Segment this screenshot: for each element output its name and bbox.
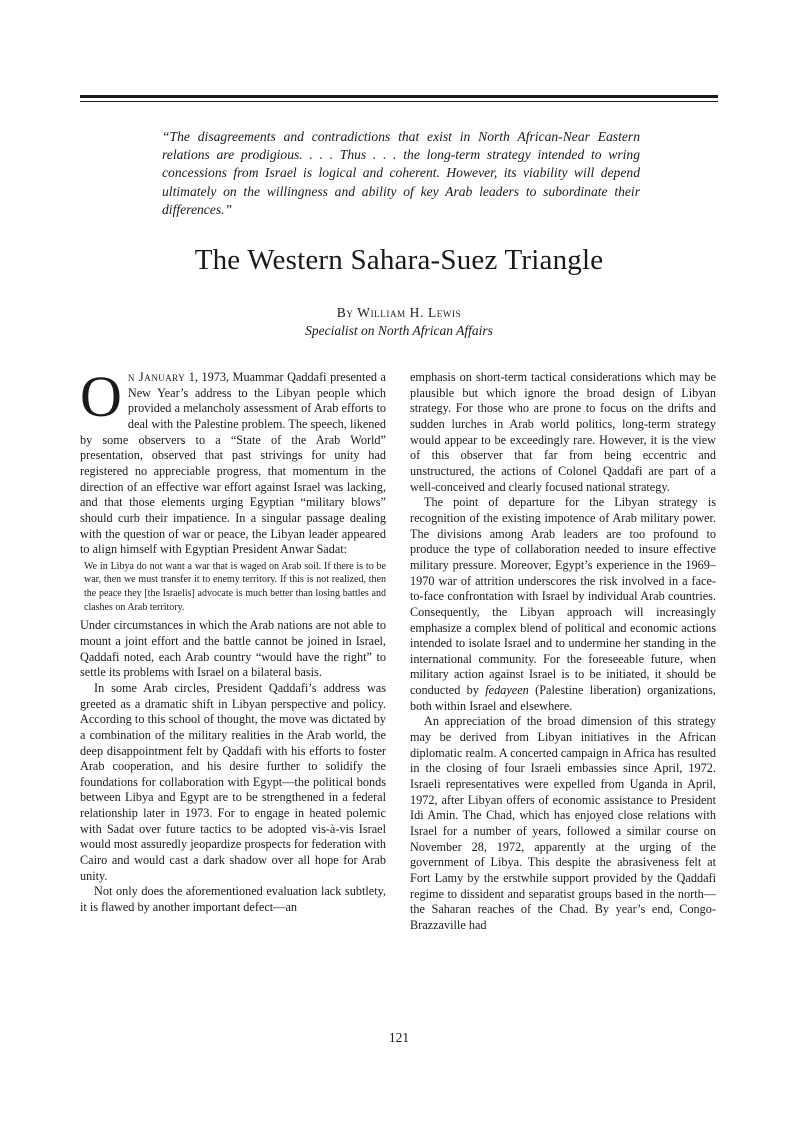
drop-cap: O (80, 364, 122, 429)
epigraph-quote: “The disagreements and contradictions that exist in North African-Near Eastern relations are prodigious. . . . Thus . . . the long-term strategy intended to wring concessions from Israel is logical and coherent. However, its viability will depend ultimately on the willingness and ability of key Arab leaders to subordinate their differences.” (162, 129, 640, 217)
byline (80, 304, 718, 340)
paragraph (410, 495, 716, 714)
italic-term: fedayeen (485, 683, 529, 698)
author-affiliation: Specialist on North African Affairs (305, 323, 493, 338)
header-rule-top (80, 95, 718, 98)
lead-smallcaps: n January (127, 370, 186, 384)
paragraph-text: (Palestine liberation) organizations, both within Israel and elsewhere. (410, 683, 716, 713)
block-quote: We in Libya do not want a war that is waged on Arab soil. If there is to be war, then we must transfer it to enemy territory. If this is not realized, then the peace they [the Israelis] advocate is much better than losing battles and clashes on Arab territory. (84, 560, 386, 613)
paragraph: emphasis on short-term tactical considerations which may be plausible but which ignore the broad design of Libyan strategy. For those who are prone to focus on the drifts and sudden lurches in Arab world politics, long-term strategy would appear to be exceedingly rare. However, it is the view of this observer that far from being eccentric and unstructured, the actions of Colonel Qaddafi are part of a well-conceived and clearly focused national strategy. (410, 370, 716, 494)
paragraph: An appreciation of the broad dimension of this strategy may be derived from Libyan initiatives in the African diplomatic realm. A concerted campaign in Africa has resulted in the closing of four Israeli embassies since April, 1972. Israeli representatives were expelled from Uganda in April, 1972, after Libyan offers of economic assistance to President Idi Amin. The Chad, which has enjoyed close relations with Israel for a number of years, followed a similar course on November 28, 1972, apparently at the urging of the government of Libya. This despite the abrasiveness felt at Fort Lamy by the erstwhile support provided by the Qaddafi regime to dissident and separatist groups based in the north—the Saharan reaches of the Chad. By year’s end, Congo-Brazzaville had (410, 714, 716, 932)
left-column (80, 364, 386, 916)
right-column (410, 370, 716, 934)
opening-paragraph-text: 1, 1973, Muammar Qaddafi presented a New Year’s address to the Libyan people which provided a melancholy assessment of Arab efforts to deal with the Palestine problem. The speech, likened by some observers to a “State of the Arab World” presentation, observed that past strivings for unity had registered no appreciable progress, that momentum in the direction of an effective war effort against Israel was lacking, and that those elements urging Egyptian “military blows” should curb their impatience. In a singular passage dealing with the question of war or peace, the Libyan leader appeared to align himself with Egyptian President Anwar Sadat: (80, 370, 386, 557)
author-name: By William H. Lewis (336, 305, 462, 320)
header-rule-bottom (80, 101, 718, 102)
paragraph: Under circumstances in which the Arab nations are not able to mount a joint effort and the battle cannot be joined in Israel, Qaddafi noted, each Arab country “would have the right” to settle its problems with Israel on a bilateral basis. (80, 618, 386, 680)
paragraph: In some Arab circles, President Qaddafi’s address was greeted as a dramatic shift in Libyan perspective and policy. According to this school of thought, the move was dictated by a combination of the military realities in the Arab world, the deep disappointment felt by Qaddafi with his efforts to foster Arab cooperation, and his desire further to solidify the foundations for collaboration with Egypt—the political bonds between Libya and Egypt are to be strengthened in a federal relationship later in 1973. For to engage in heated polemic with Sadat over future tactics to be adopted vis-à-vis Israel would most assuredly jeopardize prospects for federation with Cairo and would cast a dark shadow over all hope for Arab unity. (80, 680, 386, 883)
article-title: The Western Sahara-Suez Triangle (194, 244, 604, 276)
opening-paragraph (80, 364, 386, 558)
page-number: 121 (388, 1030, 410, 1045)
paragraph: Not only does the aforementioned evaluation lack subtlety, it is flawed by another important defect—an (80, 884, 386, 915)
paragraph-text: The point of departure for the Libyan strategy is recognition of the existing impotence of Arab military power. The divisions among Arab leaders are too profound to produce the type of collaboration needed to insure effective military pressure. Moreover, Egypt’s experience in the 1969–1970 war of attrition underscores the risk involved in a face-to-face confrontation with Israel by individual Arab countries. Consequently, the Libyan approach will increasingly emphasize a complex blend of political and economic actions intended to isolate Israel and to undermine her standing in the international community. For the foreseeable future, when military action against Israel is to be initiated, it should be conducted by (410, 495, 716, 698)
